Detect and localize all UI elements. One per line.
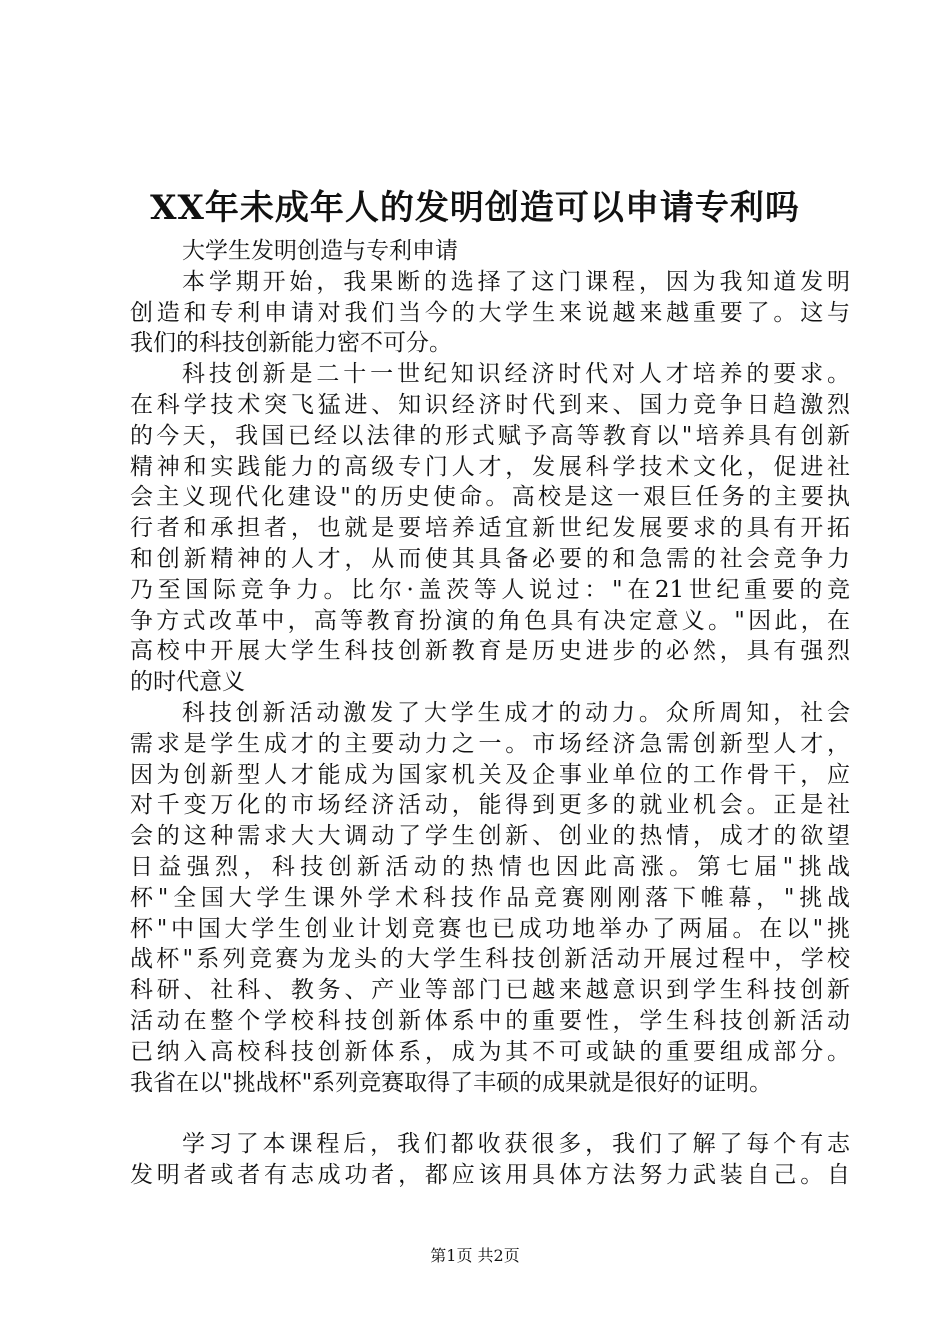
document-body: [130, 236, 850, 1191]
paragraph-line: 科技创新是二十一世纪知识经济时代对人才培养的要求。: [182, 361, 850, 388]
paragraph-line: 因为创新型人才能成为国家机关及企事业单位的工作骨干，应: [130, 761, 850, 788]
subtitle-line: 大学生发明创造与专利申请: [182, 238, 458, 264]
paragraph-line: 杯"中国大学生创业计划竞赛也已成功地举办了两届。在以"挑: [130, 915, 850, 942]
paragraph-line: 的时代意义: [130, 669, 245, 696]
paragraph-line: 会主义现代化建设"的历史使命。高校是这一艰巨任务的主要执: [130, 484, 850, 511]
paragraph-line: 已纳入高校科技创新体系，成为其不可或缺的重要组成部分。: [130, 1038, 850, 1065]
paragraph-line: 杯"全国大学生课外学术科技作品竞赛刚刚落下帷幕，"挑战: [130, 884, 850, 911]
paragraph-line: 创造和专利申请对我们当今的大学生来说越来越重要了。这与: [130, 299, 850, 326]
paragraph-line: 需求是学生成才的主要动力之一。市场经济急需创新型人才，: [130, 730, 850, 757]
page-number-footer: 第1页 共2页: [430, 1246, 520, 1265]
paragraph-line: 我省在以"挑战杯"系列竞赛取得了丰硕的成果就是很好的证明。: [130, 1069, 773, 1096]
paragraph-line: 和创新精神的人才，从而使其具备必要的和急需的社会竞争力: [130, 545, 850, 572]
blank-line: [130, 1098, 850, 1129]
paragraph-line: 本学期开始，我果断的选择了这门课程，因为我知道发明: [182, 268, 850, 295]
paragraph-line: 乃至国际竞争力。比尔·盖茨等人说过："在21世纪重要的竞: [130, 576, 850, 603]
paragraph-line: 在科学技术突飞猛进、知识经济时代到来、国力竞争日趋激烈: [130, 391, 850, 418]
page-title: XX年未成年人的发明创造可以申请专利吗: [150, 188, 800, 228]
paragraph-line: 发明者或者有志成功者，都应该用具体方法努力武装自己。自: [130, 1161, 850, 1188]
paragraph-line: 争方式改革中，高等教育扮演的角色具有决定意义。"因此，在: [130, 607, 850, 634]
paragraph-line: 科研、社科、教务、产业等部门已越来越意识到学生科技创新: [130, 977, 850, 1004]
paragraph-line: 会的这种需求大大调动了学生创新、创业的热情，成才的欲望: [130, 823, 850, 850]
paragraph-line: 行者和承担者，也就是要培养适宜新世纪发展要求的具有开拓: [130, 515, 850, 542]
paragraph-line: 战杯"系列竞赛为龙头的大学生科技创新活动开展过程中，学校: [130, 946, 850, 973]
paragraph-line: 对千变万化的市场经济活动，能得到更多的就业机会。正是社: [130, 792, 850, 819]
paragraph-line: 学习了本课程后，我们都收获很多，我们了解了每个有志: [182, 1131, 850, 1158]
paragraph-line: 精神和实践能力的高级专门人才，发展科学技术文化，促进社: [130, 453, 850, 480]
paragraph-line: 我们的科技创新能力密不可分。: [130, 330, 452, 357]
paragraph-line: 活动在整个学校科技创新体系中的重要性，学生科技创新活动: [130, 1007, 850, 1034]
paragraph-line: 的今天，我国已经以法律的形式赋予高等教育以"培养具有创新: [130, 422, 850, 449]
paragraph-line: 科技创新活动激发了大学生成才的动力。众所周知，社会: [182, 699, 850, 726]
paragraph-line: 高校中开展大学生科技创新教育是历史进步的必然，具有强烈: [130, 638, 850, 665]
paragraph-line: 日益强烈，科技创新活动的热情也因此高涨。第七届"挑战: [130, 853, 850, 880]
